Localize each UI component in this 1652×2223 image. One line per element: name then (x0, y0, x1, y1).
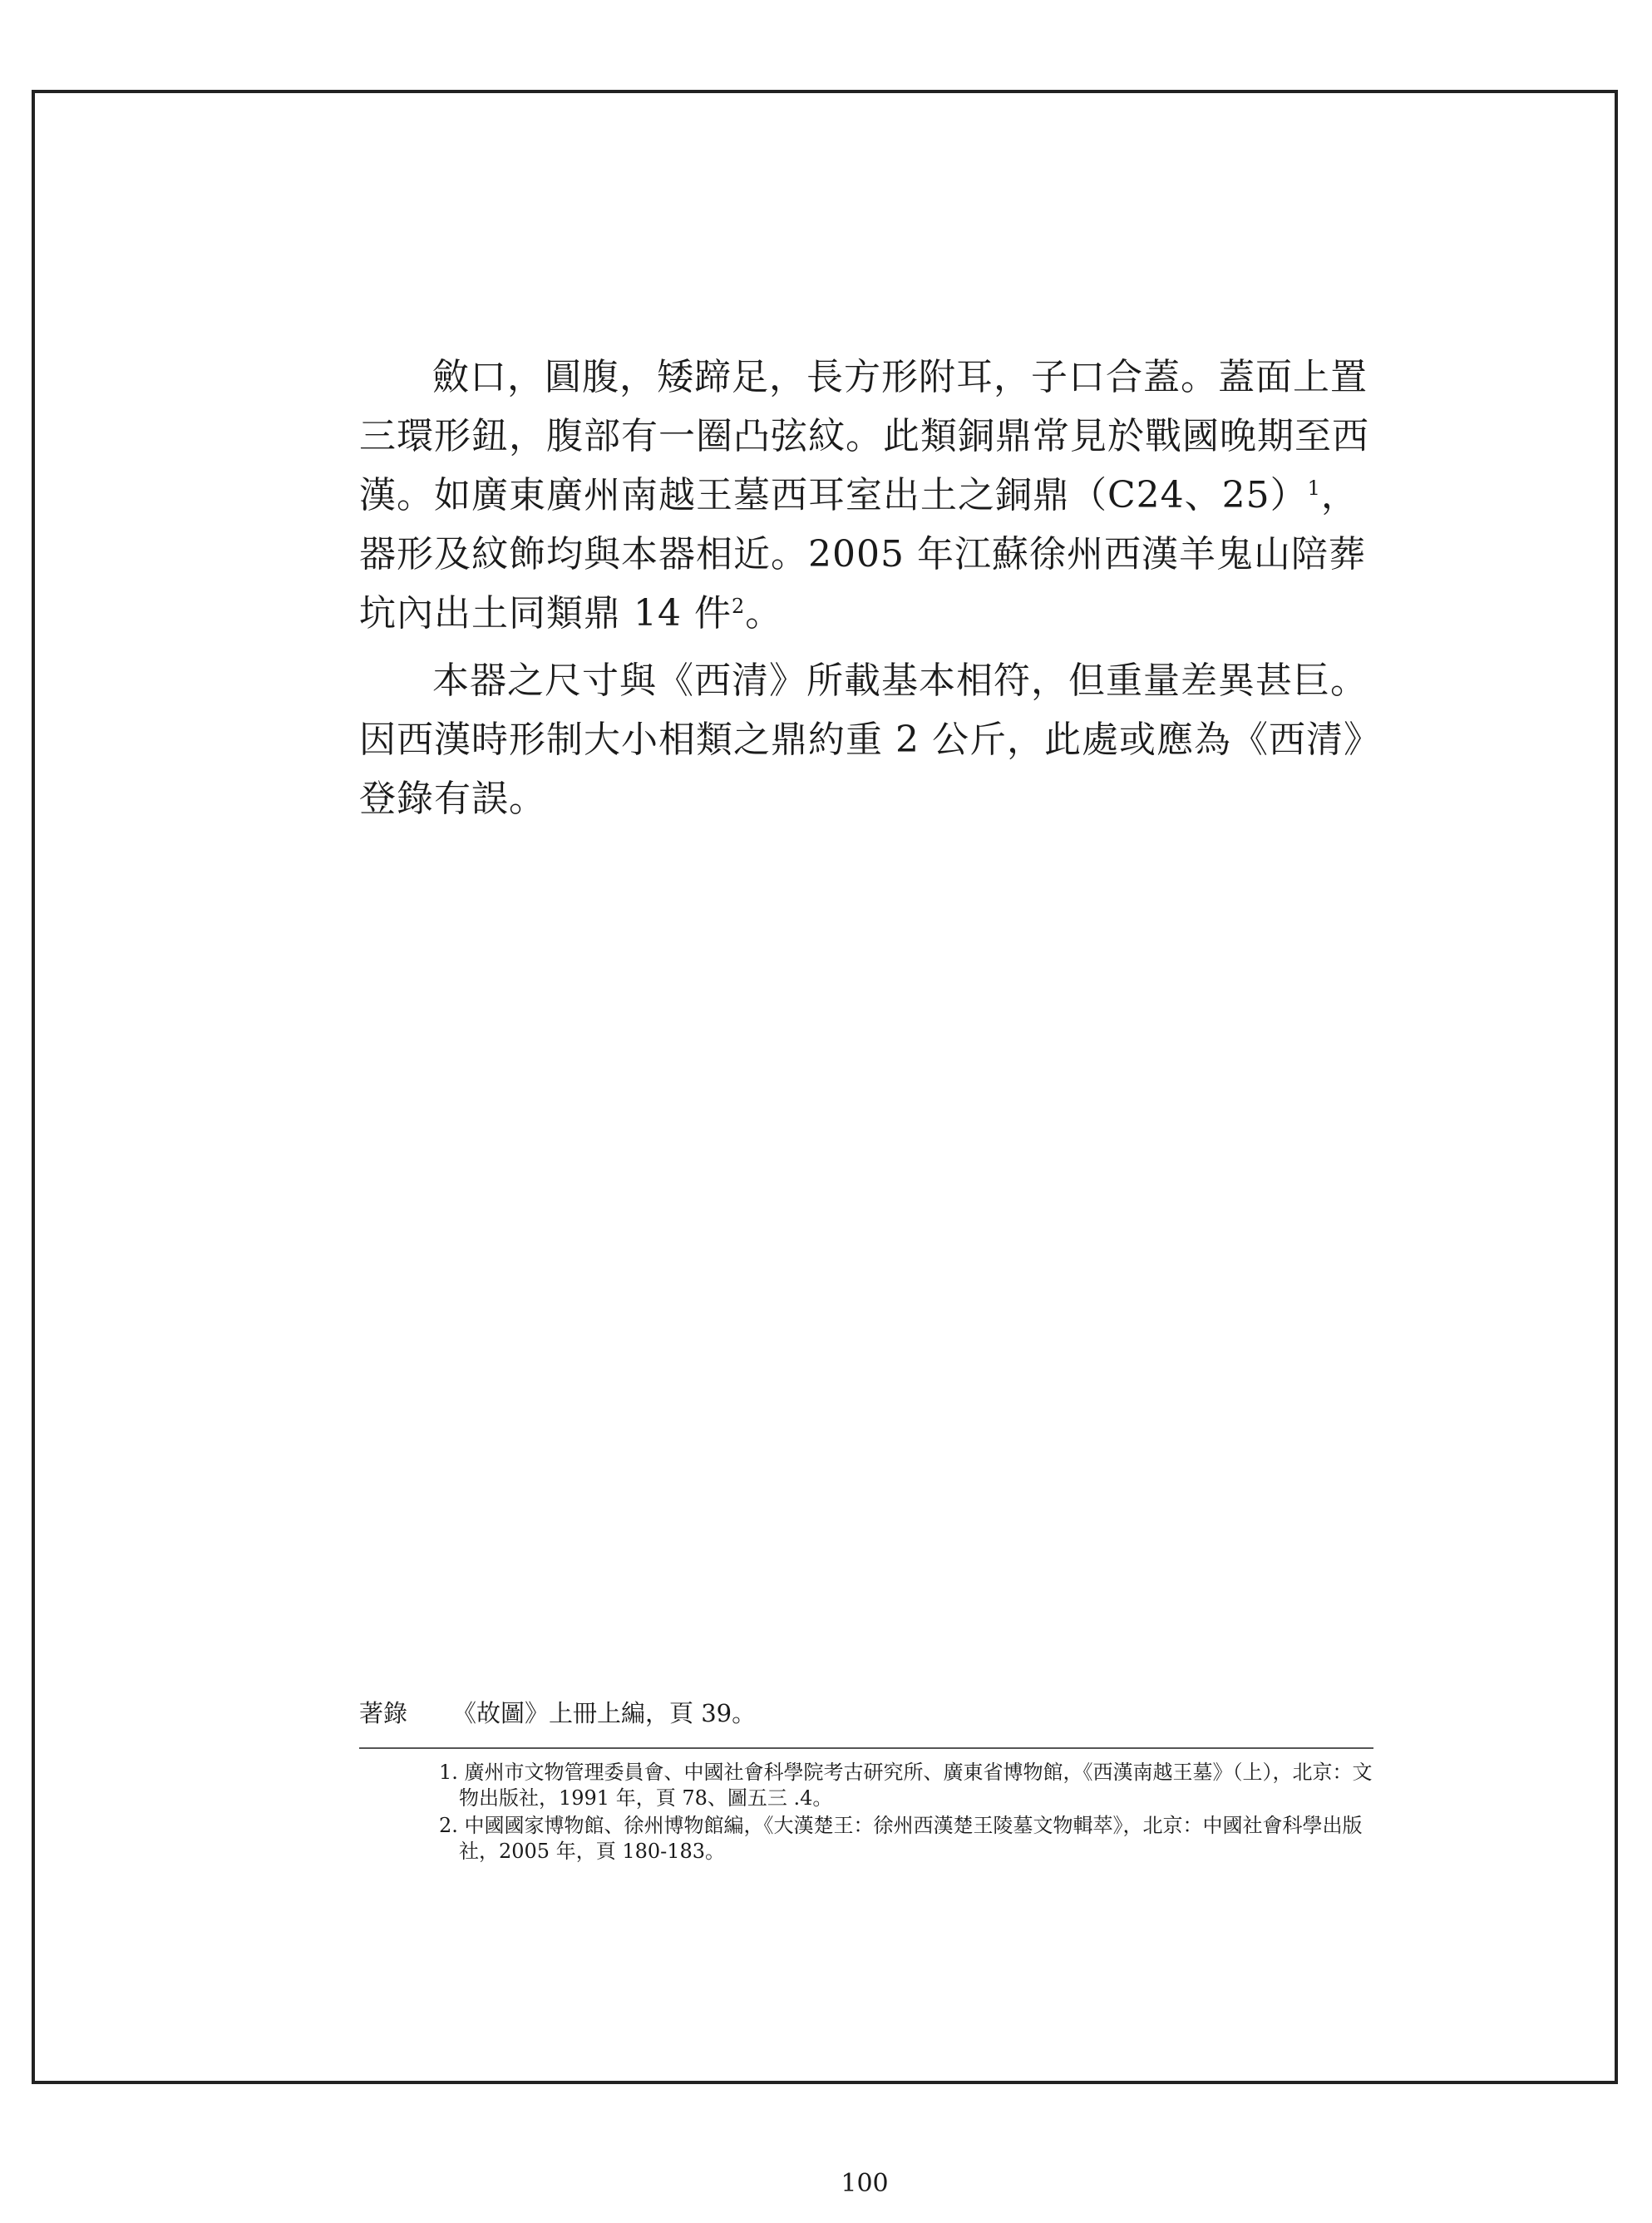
record-label: 著錄 (359, 1699, 408, 1727)
main-text (359, 348, 1373, 837)
footnote-1: 1. 廣州市文物管理委員會、中國社會科學院考古研究所、廣東省博物館，《西漢南越王墓》（上），北京：文物出版社，1991 年，頁 78、圖五三 .4。 (439, 1761, 1373, 1810)
paragraph-2: 本器之尺寸與《西清》所載基本相符，但重量差異甚巨。因西漢時形制大小相類之鼎約重 2 公斤，此處或應為《西清》登錄有誤。 (359, 659, 1368, 820)
paragraph-1-text-a: 斂口，圓腹，矮蹄足，長方形附耳，子口合蓋。蓋面上置三環形鈕，腹部有一圈凸弦紋。此類銅鼎常見於戰國晚期至西漢。如廣東廣州南越王墓西耳室出土之銅鼎（C24、25） (359, 356, 1369, 516)
bibliography-record (359, 1697, 1373, 1730)
footnotes (439, 1760, 1373, 1866)
footnote-2: 2. 中國國家博物館、徐州博物館編，《大漢楚王：徐州西漢楚王陵墓文物輯萃》，北京：中國社會科學出版社，2005 年，頁 180-183。 (439, 1814, 1363, 1863)
record-text: 《故圖》上冊上編，頁 39。 (452, 1699, 757, 1727)
page-number: 100 (841, 2169, 889, 2198)
paragraph-1 (359, 348, 1373, 643)
paragraph-1-text-b: ，器形及紋飾均與本器相近。2005 年江蘇徐州西漢羊鬼山陪葬坑內出土同類鼎 14 件 (359, 474, 1366, 635)
footnote-ref-2[interactable]: 2 (731, 595, 746, 618)
footnote-ref-1[interactable]: 1 (1307, 477, 1321, 500)
paragraph-1-text-c: 。 (745, 592, 783, 635)
footnote-divider (359, 1747, 1373, 1749)
